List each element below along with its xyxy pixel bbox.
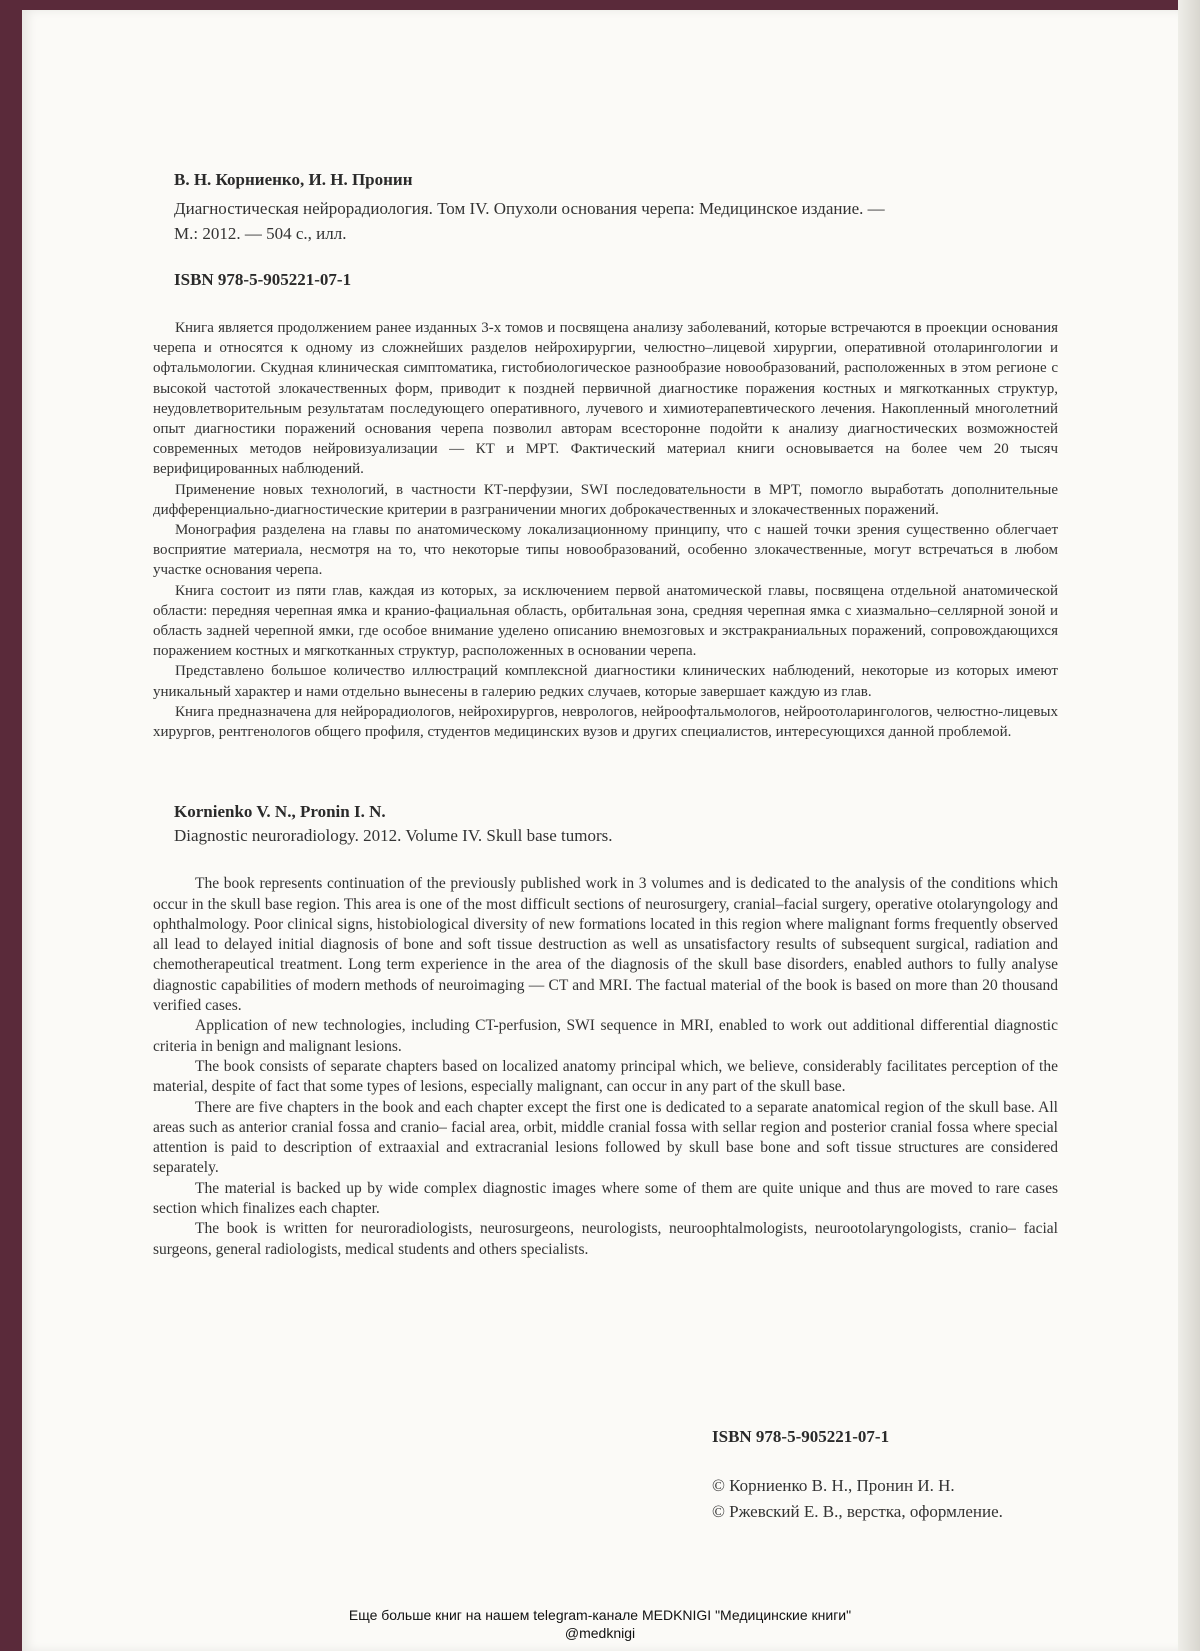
abstract-ru-paragraph: Книга является продолжением ранее изданных 3-х томов и посвящена анализу заболеваний, которые встречаются в проекции основания черепа и относятся к одному из сложнейших разделов нейрохирургии, челюстно–лицевой хирургии, оперативной отоларингологии и офтальмологии. Скудная клиническая симптоматика, гистобиологическое разнообразие новообразований, расположенных в этом регионе с высокой частотой злокачественных форм, приводит к поздней первичной диагностике поражения костных и мягкотканных структур, неудовлетворительным результатам последующего оперативного, лучевого и химиотерапевтического лечения. Накопленный многолетний опыт диагностики поражений основания черепа позволил авторам всесторонне подойти к анализу диагностических возможностей современных методов нейровизуализации — КТ и МРТ. Фактический материал книги основывается на более чем 20 тысяч верифицированных наблюдений. xyxy=(153,320,1058,478)
imprint-content xyxy=(153,170,1058,1260)
abstract-en-paragraph: The book represents continuation of the previously published work in 3 volumes and is dedicated to the analysis of the conditions which occur in the skull base region. This area is one of the most difficult sections of neurosurgery, cranial–facial surgery, operative otolaryngology and ophthalmology. Poor clinical signs, histobiological diversity of new formations located in this region where malignant forms frequently observed all lead to delayed initial diagnosis of bone and soft tissue destruction as well as unsatisfactory results of subsequent surgical, radiation and chemotherapeutical treatment. Long term experience in the area of the diagnosis of the skull base disorders, enabled authors to fully analyse diagnostic capabilities of modern methods of neuroimaging — CT and MRI. The factual material of the book is based on more than 20 thousand verified cases. xyxy=(153,875,1058,1015)
isbn-ru: ISBN 978-5-905221-07-1 xyxy=(174,270,352,289)
title-en: Diagnostic neuroradiology. 2012. Volume IV. Skull base tumors. xyxy=(174,826,613,846)
page-edge xyxy=(1178,0,1200,1651)
abstract-en-paragraph: There are five chapters in the book and each chapter except the first one is dedicated to a separate anatomical region of the skull base. All areas such as anterior cranial fossa and cranio– facial area, orbit, middle cranial fossa with sellar region and posterior cranial fossa where special attention is paid to description of extraaxial and extracranial lesions followed by skull base bone and soft tissue structures are considered separately. xyxy=(153,1098,1058,1177)
title-ru-line2: М.: 2012. — 504 с., илл. xyxy=(174,224,347,243)
authors-en: Kornienko V. N., Pronin I. N. xyxy=(174,802,386,822)
abstract-en-paragraph: The book consists of separate chapters based on localized anatomy principal which, we believe, considerably facilitates perception of the material, despite of fact that some types of lesions, especially malignant, can occur in any part of the skull base. xyxy=(153,1057,1058,1096)
abstract-ru-paragraph: Книга предназначена для нейрорадиологов, нейрохирургов, неврологов, нейроофтальмологов, нейроотоларингологов, челюстно-лицевых хирургов, рентгенологов общего профиля, студентов медицинских вузов и других специалистов, интересующихся данной проблемой. xyxy=(153,703,1058,741)
abstract-ru-paragraph: Монография разделена на главы по анатомическому локализационному принципу, что с нашей точки зрения существенно облегчает восприятие материала, несмотря на то, что некоторые типы новообразований, особенно злокачественные, могут встречаться в любом участке основания черепа. xyxy=(153,522,1058,579)
authors-ru: В. Н. Корниенко, И. Н. Пронин xyxy=(174,170,413,189)
telegram-footer-line2: @medknigi xyxy=(564,1625,636,1641)
abstract-en-paragraph: Application of new technologies, including CT-perfusion, SWI sequence in MRI, enabled to work out additional differential diagnostic criteria in benign and malignant lesions. xyxy=(153,1017,1058,1055)
abstract-ru-paragraph: Применение новых технологий, в частности КТ-перфузии, SWI последовательности в МРТ, помогло выработать дополнительные дифференциально-диагностические критерии в разграничении многих доброкачественных и злокачественных поражений. xyxy=(153,481,1058,518)
abstract-ru-paragraph: Книга состоит из пяти глав, каждая из которых, за исключением первой анатомической главы, посвящена отдельной анатомической области: передняя черепная ямка и кранио-фациальная область, орбитальная зона, средняя черепная ямка с хиазмально–селлярной зоной и область задней черепной ямки, где особое внимание уделено описанию внемозговых и экстракраниальных поражений, сопровождающихся поражением костных и мягкотканных структур, расположенных в основании черепа. xyxy=(153,582,1058,660)
copyright-layout: © Ржевский Е. В., верстка, оформление. xyxy=(712,1502,1003,1521)
telegram-footer-line1: Еще больше книг на нашем telegram-канале MEDKNIGI "Медицинские книги" xyxy=(348,1607,852,1623)
isbn-en: ISBN 978-5-905221-07-1 xyxy=(712,1427,890,1446)
abstract-en-paragraph: The material is backed up by wide complex diagnostic images where some of them are quite unique and thus are moved to rare cases section which finalizes each chapter. xyxy=(153,1179,1058,1218)
abstract-ru-paragraph: Представлено большое количество иллюстраций комплексной диагностики клинических наблюдений, некоторые из которых имеют уникальный характер и нами отдельно вынесены в галерию редких случаев, которые завершает каждую из глав. xyxy=(153,663,1058,700)
abstract-en-paragraph: The book is written for neuroradiologists, neurosurgeons, neurologists, neuroophtalmologists, neurootolaryngologists, cranio– facial surgeons, general radiologists, medical students and others specialists. xyxy=(153,1220,1058,1258)
copyright-authors: © Корниенко В. Н., Пронин И. Н. xyxy=(712,1476,955,1495)
title-ru-line1: Диагностическая нейрорадиология. Том IV. Опухоли основания черепа: Медицинское издание. — xyxy=(174,199,885,218)
